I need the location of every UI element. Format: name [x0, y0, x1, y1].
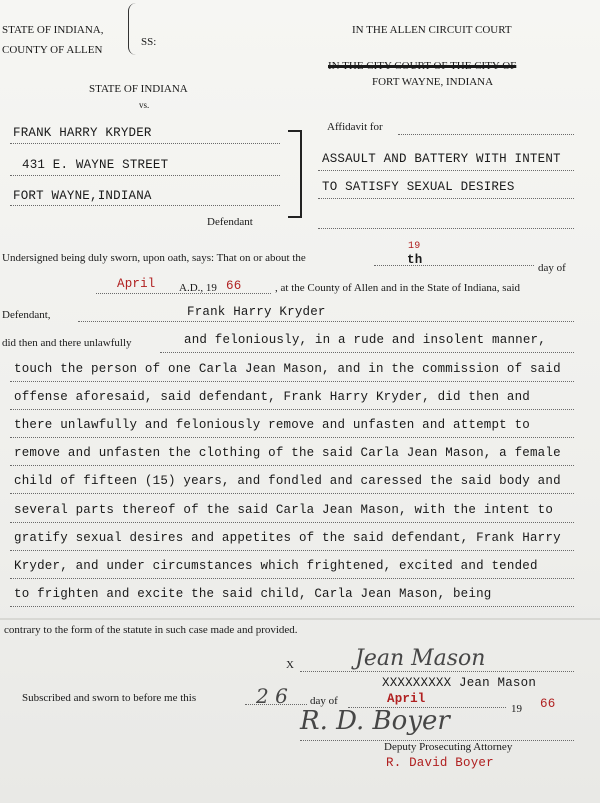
- narrative-line-3: there unlawfully and feloniously remove and unfasten and attempt to: [14, 418, 530, 432]
- narrative-line-1: touch the person of one Carla Jean Mason, and in the commission of said: [14, 362, 561, 376]
- rule: [96, 293, 271, 294]
- rule: [10, 578, 574, 579]
- brace: [128, 3, 139, 55]
- city-label: FORT WAYNE, INDIANA: [372, 76, 494, 88]
- day-of-label: day of: [538, 262, 566, 274]
- rule: [398, 134, 574, 135]
- rule: [10, 606, 574, 607]
- charge-line-2: TO SATISFY SEXUAL DESIRES: [322, 180, 515, 194]
- rule: [318, 198, 574, 199]
- rule: [318, 170, 574, 171]
- rule: [10, 437, 574, 438]
- deputy-signature: R. D. Boyer: [300, 706, 450, 736]
- narrative-line-9: to frighten and excite the said child, Carla Jean Mason, being: [14, 587, 492, 601]
- rule: [10, 493, 574, 494]
- jurat-year: 66: [540, 697, 556, 711]
- narrative-line-2: offense aforesaid, said defendant, Frank Harry Kryder, did then and: [14, 390, 530, 404]
- subscribed-text: Subscribed and sworn to before me this: [22, 692, 197, 704]
- day-value: th: [407, 253, 423, 267]
- oath-text: Undersigned being duly sworn, upon oath, says: That on or about the: [2, 252, 306, 264]
- county-text: , at the County of Allen and in the State of Indiana, said: [275, 282, 521, 294]
- rule: [10, 550, 574, 551]
- rule: [160, 352, 574, 353]
- plaintiff-label: STATE OF INDIANA: [89, 83, 188, 95]
- deputy-name: R. David Boyer: [386, 756, 494, 770]
- rule: [10, 175, 280, 176]
- rule: [245, 704, 307, 705]
- court-title: IN THE ALLEN CIRCUIT COURT: [352, 24, 512, 36]
- contrary-text: contrary to the form of the statute in such case made and provided.: [4, 624, 298, 636]
- defendant-street: 431 E. WAYNE STREET: [22, 158, 169, 172]
- vs-label: vs.: [139, 100, 150, 110]
- rule: [300, 671, 574, 672]
- did-then-text: did then and there unlawfully: [2, 337, 132, 349]
- affiant-signature: Jean Mason: [355, 646, 486, 671]
- day-of-jurat: day of: [310, 695, 338, 707]
- jurat-day: 2 6: [256, 684, 288, 708]
- narrative-line-7: gratify sexual desires and appetites of the said defendant, Frank Harry: [14, 531, 561, 545]
- rule: [10, 205, 280, 206]
- county-label: COUNTY OF ALLEN: [2, 44, 103, 56]
- narrative-line-5: child of fifteen (15) years, and fondled and caressed the said body and: [14, 474, 561, 488]
- affiant-name: XXXXXXXXX Jean Mason: [382, 676, 537, 690]
- bracket: [288, 130, 302, 218]
- narrative-line-6: several parts thereof of the said Carla Jean Mason, with the intent to: [14, 503, 554, 517]
- year-value: 66: [226, 279, 242, 293]
- narrative-line-0: and feloniously, in a rude and insolent manner,: [184, 333, 546, 347]
- rule: [374, 265, 534, 266]
- day-correction: 19: [408, 241, 421, 252]
- month-value: April: [117, 277, 156, 291]
- rule: [10, 522, 574, 523]
- defendant-city: FORT WAYNE,INDIANA: [13, 189, 152, 203]
- ss-label: SS:: [141, 36, 157, 48]
- rule: [10, 143, 280, 144]
- state-label: STATE OF INDIANA,: [2, 24, 104, 36]
- deputy-title: Deputy Prosecuting Attorney: [384, 741, 513, 753]
- affidavit-for-label: Affidavit for: [327, 121, 383, 133]
- rule: [10, 409, 574, 410]
- rule: [10, 465, 574, 466]
- rule: [10, 381, 574, 382]
- x-mark: X: [286, 659, 294, 671]
- defendant-name-body: Frank Harry Kryder: [187, 305, 326, 319]
- defendant-label: Defendant: [207, 216, 253, 228]
- narrative-line-4: remove and unfasten the clothing of the said Carla Jean Mason, a female: [14, 446, 561, 460]
- charge-line-1: ASSAULT AND BATTERY WITH INTENT: [322, 152, 561, 166]
- century-label: 19: [511, 703, 522, 715]
- rule: [78, 321, 574, 322]
- defendant-name: FRANK HARRY KRYDER: [13, 126, 152, 140]
- defendant-text: Defendant,: [2, 309, 51, 321]
- narrative-line-8: Kryder, and under circumstances which frightened, excited and tended: [14, 559, 538, 573]
- ad-label: A.D., 19: [179, 282, 217, 294]
- rule: [318, 228, 574, 229]
- jurat-month: April: [387, 692, 426, 706]
- struck-court-line: IN THE CITY COURT OF THE CITY OF: [328, 60, 517, 72]
- page-fold: [0, 618, 600, 620]
